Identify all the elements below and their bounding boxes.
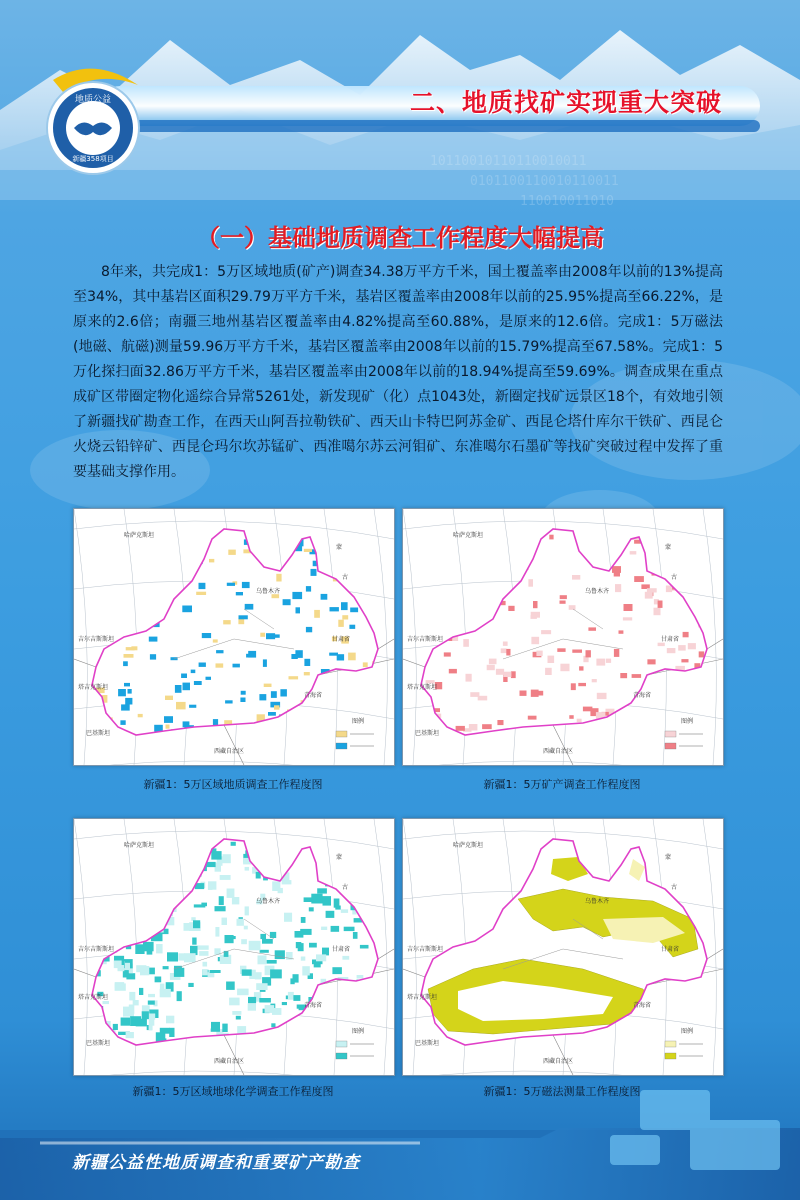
map-geochemistry bbox=[73, 818, 395, 1076]
svg-text:塔吉克斯坦: 塔吉克斯坦 bbox=[407, 994, 438, 1001]
svg-text:西藏自治区: 西藏自治区 bbox=[543, 748, 574, 755]
svg-text:甘肃省: 甘肃省 bbox=[332, 946, 351, 953]
svg-text:哈萨克斯坦: 哈萨克斯坦 bbox=[453, 842, 484, 849]
svg-text:青海省: 青海省 bbox=[304, 1002, 323, 1009]
svg-text:古: 古 bbox=[342, 574, 349, 581]
svg-text:甘肃省: 甘肃省 bbox=[661, 636, 680, 643]
page-title: 二、地质找矿实现重大突破 bbox=[409, 88, 722, 117]
caption-regional-geology: 新疆1：5万区域地质调查工作程度图 bbox=[143, 778, 323, 791]
svg-text:塔吉克斯坦: 塔吉克斯坦 bbox=[78, 994, 109, 1001]
svg-text:吉尔吉斯斯坦: 吉尔吉斯斯坦 bbox=[407, 946, 444, 953]
svg-text:巴基斯坦: 巴基斯坦 bbox=[415, 730, 440, 737]
svg-text:西藏自治区: 西藏自治区 bbox=[543, 1058, 574, 1065]
svg-text:乌鲁木齐: 乌鲁木齐 bbox=[256, 588, 281, 595]
svg-text:甘肃省: 甘肃省 bbox=[661, 946, 680, 953]
svg-text:10110010110110010011: 10110010110110010011 bbox=[430, 154, 587, 169]
svg-text:塔吉克斯坦: 塔吉克斯坦 bbox=[407, 684, 438, 691]
map-regional-geology bbox=[73, 508, 395, 766]
map-magnetic bbox=[402, 818, 724, 1076]
svg-text:乌鲁木齐: 乌鲁木齐 bbox=[585, 898, 610, 905]
svg-text:古: 古 bbox=[671, 884, 678, 891]
svg-text:巴基斯坦: 巴基斯坦 bbox=[415, 1040, 440, 1047]
section-title: （一）基础地质调查工作程度大幅提高 bbox=[196, 224, 604, 252]
caption-geochemistry: 新疆1：5万区域地球化学调查工作程度图 bbox=[132, 1085, 334, 1098]
svg-text:0101100110010110011: 0101100110010110011 bbox=[470, 174, 619, 189]
svg-text:蒙: 蒙 bbox=[336, 544, 343, 551]
map-mineral-survey bbox=[402, 508, 724, 766]
body-text bbox=[73, 260, 723, 485]
body-paragraph: 8年来，共完成1：5万区域地质(矿产)调查34.38万平方千米，国土覆盖率由2008年以前的13%提高至34%，其中基岩区面积29.79万平方千米，基岩区覆盖率由2008年以前的25.95%提高至66.22%，是原来的2.6倍；南疆三地州基岩区覆盖率由4.82%提高至60.88%，是原来的12.6倍。完成1：5万磁法(地磁、航磁)测量59.96万平方千米，基岩区覆盖率由2008年以前的15.79%提高至67.58%。完成1：5万化探扫面32.86万平方千米，基岩区覆盖率由2008年以前的18.94%提高至59.69%。调查成果在重点成矿区带圈定物化遥综合异常5261处，新发现矿（化）点1043处，新圈定找矿远景区18个，有效地引领了新疆找矿勘查工作，在西天山阿吾拉勒铁矿、西天山卡特巴阿苏金矿、西昆仑塔什库尔干铁矿、西昆仑火烧云铅锌矿、西昆仑玛尔坎苏锰矿、西准噶尔苏云河钼矿、东准噶尔石墨矿等找矿突破过程中发挥了重要基础支撑作用。 bbox=[73, 264, 723, 480]
svg-text:青海省: 青海省 bbox=[633, 1002, 652, 1009]
svg-text:西藏自治区: 西藏自治区 bbox=[214, 748, 245, 755]
svg-text:青海省: 青海省 bbox=[633, 692, 652, 699]
svg-text:青海省: 青海省 bbox=[304, 692, 323, 699]
svg-text:图例: 图例 bbox=[352, 1028, 365, 1035]
svg-text:哈萨克斯坦: 哈萨克斯坦 bbox=[124, 842, 155, 849]
svg-text:哈萨克斯坦: 哈萨克斯坦 bbox=[124, 532, 155, 539]
svg-text:乌鲁木齐: 乌鲁木齐 bbox=[585, 588, 610, 595]
svg-text:哈萨克斯坦: 哈萨克斯坦 bbox=[453, 532, 484, 539]
svg-text:图例: 图例 bbox=[681, 1028, 694, 1035]
svg-text:蒙: 蒙 bbox=[336, 854, 343, 861]
svg-text:吉尔吉斯斯坦: 吉尔吉斯斯坦 bbox=[78, 636, 115, 643]
svg-text:古: 古 bbox=[671, 574, 678, 581]
svg-text:塔吉克斯坦: 塔吉克斯坦 bbox=[78, 684, 109, 691]
svg-text:110010011010: 110010011010 bbox=[520, 194, 614, 209]
svg-text:西藏自治区: 西藏自治区 bbox=[214, 1058, 245, 1065]
emblem-logo bbox=[38, 60, 148, 180]
svg-text:蒙: 蒙 bbox=[665, 854, 672, 861]
emblem-top-text: 地质公益 bbox=[74, 95, 112, 105]
svg-text:吉尔吉斯斯坦: 吉尔吉斯斯坦 bbox=[407, 636, 444, 643]
svg-text:图例: 图例 bbox=[681, 718, 694, 725]
svg-text:蒙: 蒙 bbox=[665, 544, 672, 551]
svg-text:甘肃省: 甘肃省 bbox=[332, 636, 351, 643]
svg-text:巴基斯坦: 巴基斯坦 bbox=[86, 730, 111, 737]
caption-mineral-survey: 新疆1：5万矿产调查工作程度图 bbox=[483, 778, 641, 791]
svg-text:古: 古 bbox=[342, 884, 349, 891]
svg-text:巴基斯坦: 巴基斯坦 bbox=[86, 1040, 111, 1047]
svg-text:图例: 图例 bbox=[352, 718, 365, 725]
svg-text:吉尔吉斯斯坦: 吉尔吉斯斯坦 bbox=[78, 946, 115, 953]
svg-text:乌鲁木齐: 乌鲁木齐 bbox=[256, 898, 281, 905]
caption-magnetic: 新疆1：5万磁法测量工作程度图 bbox=[483, 1085, 641, 1098]
emblem-bottom-text: 新疆358项目 bbox=[72, 155, 114, 163]
footer-title: 新疆公益性地质调查和重要矿产勘查 bbox=[72, 1153, 360, 1173]
